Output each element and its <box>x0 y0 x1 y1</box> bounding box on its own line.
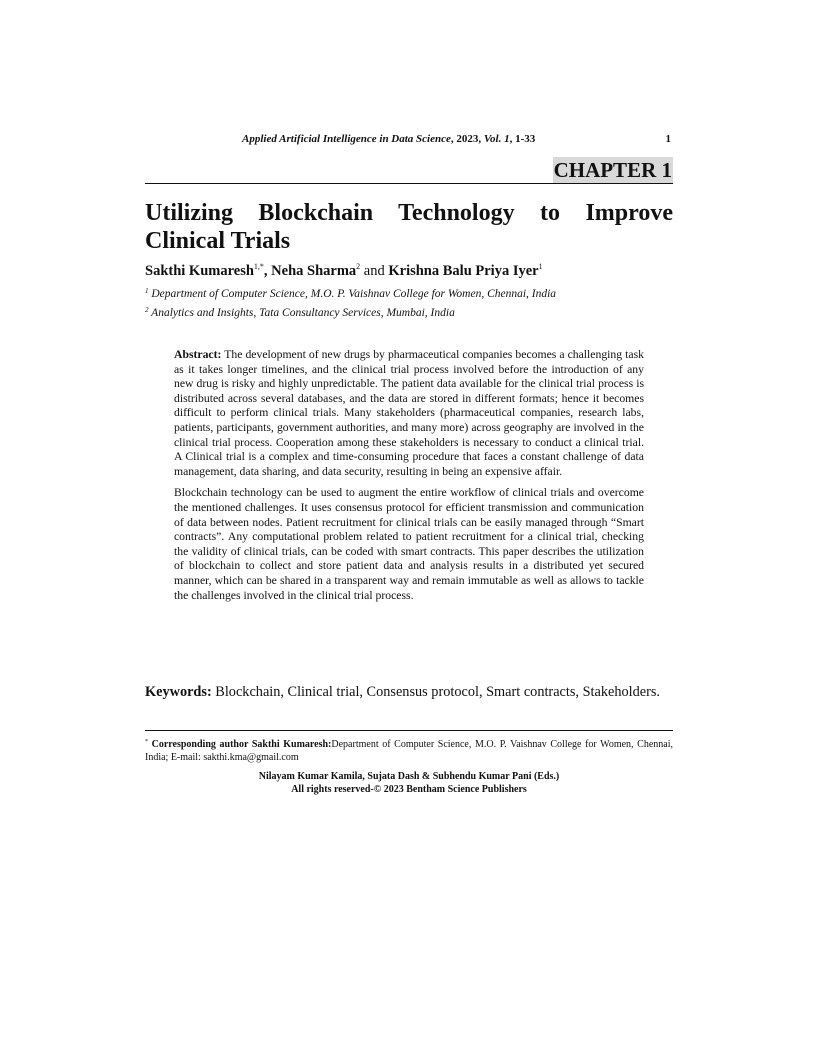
journal-volume: Vol. 1 <box>483 133 510 145</box>
author-sep: , <box>263 263 272 279</box>
journal-name: Applied Artificial Intelligence in Data Science <box>242 133 451 145</box>
author-3: Krishna Balu Priya Iyer <box>388 263 539 279</box>
affiliation-2 <box>145 306 455 319</box>
author-2: Neha Sharma <box>271 263 357 279</box>
affiliation-1-text: Department of Computer Science, M.O. P. Vaishnav College for Women, Chennai, India <box>148 288 557 300</box>
paper-title <box>145 199 673 255</box>
chapter-banner <box>145 157 673 184</box>
affiliation-2-text: Analytics and Insights, Tata Consultancy Services, Mumbai, India <box>148 307 455 319</box>
author-2-affil: 2 <box>356 262 361 271</box>
affiliation-1 <box>145 287 556 300</box>
journal-pages: , 1-33 <box>509 133 536 145</box>
footnote-label: Corresponding author Sakthi Kumaresh: <box>148 739 332 750</box>
keywords <box>145 683 673 702</box>
footnote-text: Department of Computer Science, M.O. P. Vaishnav College for Women, Chennai, India; E-mail: sakthi.kma@gmail.com <box>145 739 673 763</box>
chapter-label: CHAPTER 1 <box>553 158 672 182</box>
abstract-label: Abstract: <box>174 348 222 361</box>
page-number: 1 <box>665 133 671 145</box>
keywords-label: Keywords: <box>145 684 212 700</box>
journal-year: , 2023, <box>450 133 484 145</box>
author-1-affil: 1,* <box>253 262 264 271</box>
abstract-paragraph-2: Blockchain technology can be used to augment the entire workflow of clinical trials and overcome the mentioned challenges. It uses consensus protocol for efficient transmission and communication of data between nodes. Patient recruitment for clinical trials can be easily managed through “Smart contracts”. Any computational problem related to patient recruitment for a clinical trial, checking the validity of clinical trials, can be coded with smart contracts. This paper describes the utilization of blockchain to collect and store patient data and analysis results in a distributed yet secured manner, which can be shared in a transparent way and remain immutable as well as allows to tackle the challenges involved in the clinical trial process. <box>174 486 644 602</box>
corresponding-author-footnote <box>145 736 673 764</box>
copyright-line: All rights reserved-© 2023 Bentham Science Publishers <box>291 783 527 795</box>
editors-block <box>145 771 673 796</box>
author-3-affil: 1 <box>538 262 543 271</box>
journal-citation <box>242 133 535 145</box>
editors-line: Nilayam Kumar Kamila, Sujata Dash & Subhendu Kumar Pani (Eds.) <box>258 771 560 782</box>
title-line-2: Clinical Trials <box>145 228 291 254</box>
title-line-1: Utilizing Blockchain Technology to Improve <box>145 200 673 226</box>
affiliation-2-marker: 2 <box>145 306 149 314</box>
affiliation-1-marker: 1 <box>145 287 149 295</box>
author-1: Sakthi Kumaresh <box>145 263 254 279</box>
author-and: and <box>360 263 389 279</box>
abstract-block <box>174 348 644 610</box>
footnote-divider <box>145 730 673 731</box>
abstract-paragraph-1 <box>174 348 644 479</box>
footnote-marker: * <box>145 739 148 745</box>
keywords-text: Blockchain, Clinical trial, Consensus protocol, Smart contracts, Stakeholders. <box>211 684 660 700</box>
abstract-text-1: The development of new drugs by pharmaceutical companies becomes a challenging task as it takes longer timelines, and the clinical trial process involved before the introduction of any new drug is risky and highly unpredictable. The patient data available for the clinical trial process is distributed across several databases, and the data are stored in different formats; hence it becomes difficult to perform clinical trials. Many stakeholders (pharmaceutical companies, research labs, patients, participants, government authorities, and many more) across geography are involved in the clinical trial process. Cooperation among these stakeholders is necessary to conduct a clinical trial. A Clinical trial is a complex and time-consuming procedure that faces a constant challenge of data management, data sharing, and data security, resulting in being an expensive affair. <box>174 348 644 478</box>
author-list <box>145 262 543 280</box>
